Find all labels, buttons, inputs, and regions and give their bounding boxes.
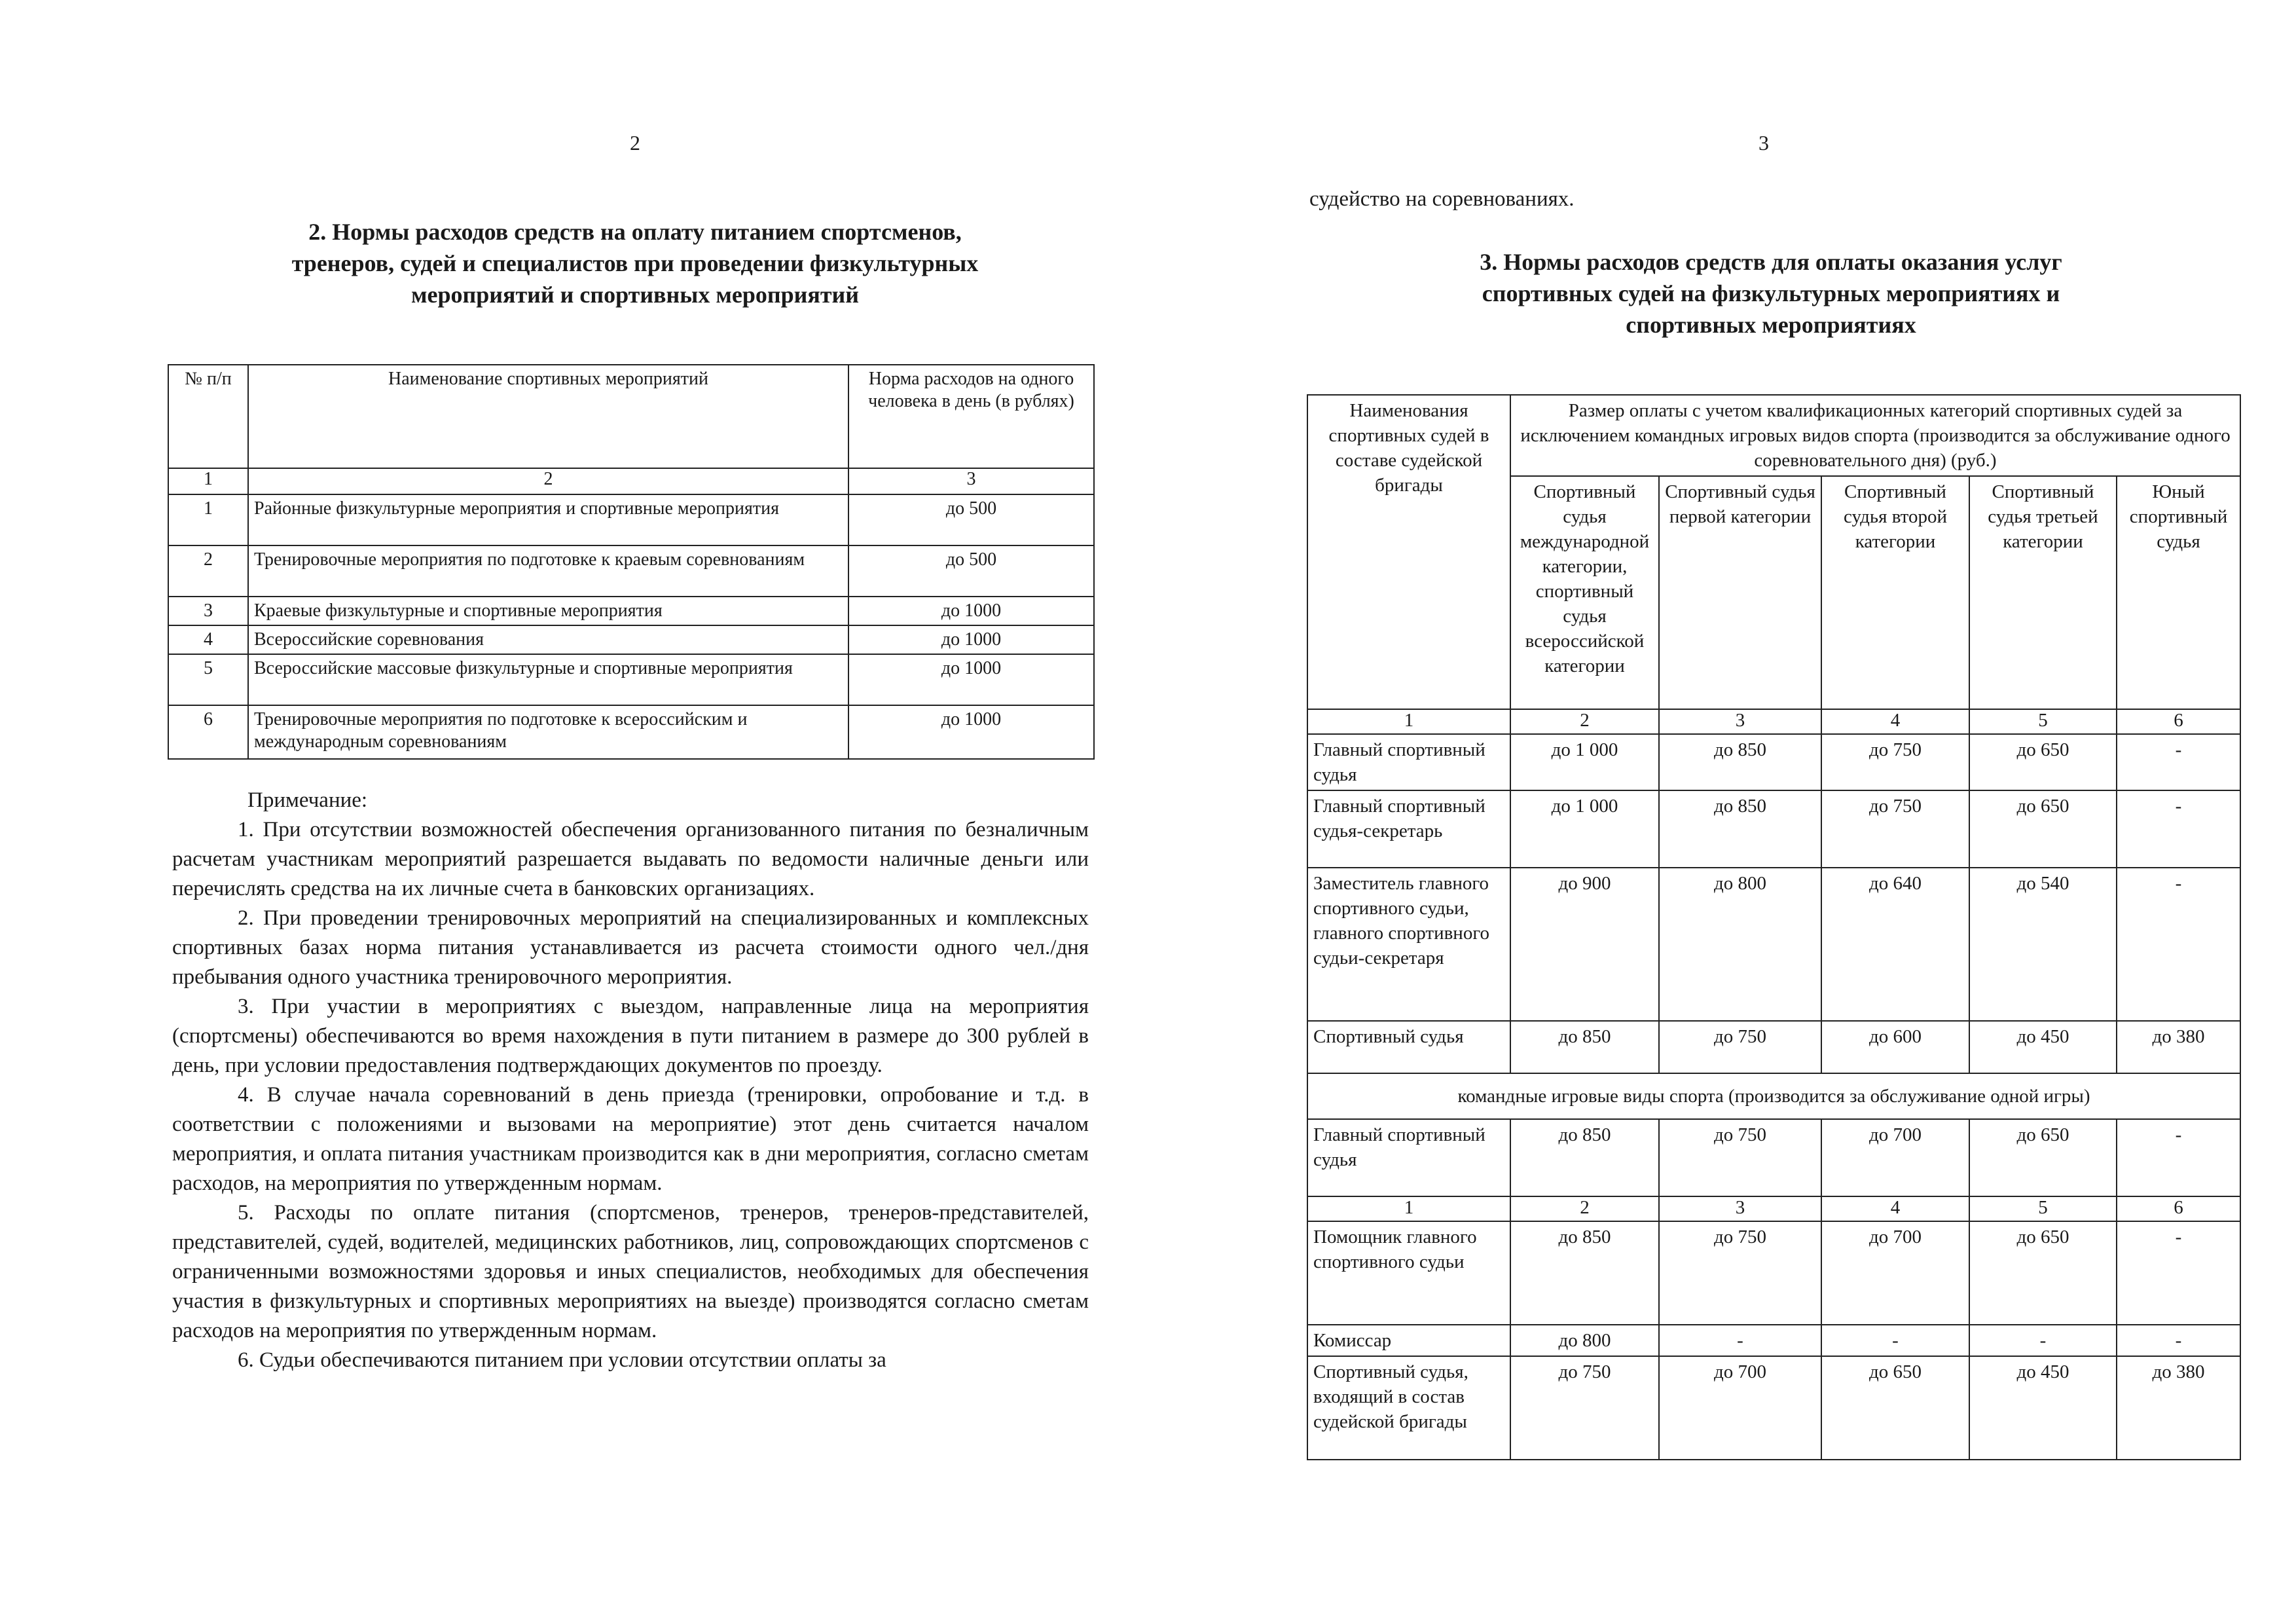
- table-row: [168, 597, 1094, 625]
- row-name: Тренировочные мероприятия по подготовке к всероссийским и международным соревнованиям: [248, 705, 848, 759]
- category-header: Спортивный судья третьей категории: [1969, 476, 2117, 709]
- table-row: [168, 625, 1094, 654]
- fee-cell: до 640: [1821, 868, 1969, 1021]
- notes-block: [172, 786, 1089, 1375]
- fee-cell: до 750: [1510, 1356, 1659, 1460]
- fee-cell: до 850: [1659, 790, 1821, 868]
- continuation-text: судейство на соревнованиях.: [1309, 187, 1575, 211]
- note-paragraph: 3. При участии в мероприятиях с выездом, направленные лица на мероприятия (спортсмены) обеспечиваются во время нахождения в пути питанием в размере до 300 рублей в день, при условии предоставления подтверждающих документов по проезду.: [172, 995, 1089, 1077]
- fee-cell: до 450: [1969, 1356, 2117, 1460]
- row-name: Всероссийские массовые физкультурные и спортивные мероприятия: [248, 654, 848, 705]
- header-num: № п/п: [168, 365, 248, 468]
- fee-cell: до 800: [1659, 868, 1821, 1021]
- right-section-title: [1303, 246, 2239, 341]
- referee-name: Заместитель главного спортивного судьи, главного спортивного судьи-секретаря: [1307, 868, 1510, 1021]
- category-header: Спортивный судья второй категории: [1821, 476, 1969, 709]
- fee-cell: до 1 000: [1510, 734, 1659, 790]
- fee-cell: -: [1821, 1325, 1969, 1356]
- referee-name: Главный спортивный судья: [1307, 1119, 1510, 1196]
- fee-cell: до 1 000: [1510, 790, 1659, 868]
- row-num: 3: [168, 597, 248, 625]
- row-norm: до 1000: [848, 625, 1094, 654]
- fee-cell: до 750: [1659, 1221, 1821, 1325]
- table-row: [168, 494, 1094, 545]
- row-norm: до 1000: [848, 597, 1094, 625]
- fee-cell: до 850: [1659, 734, 1821, 790]
- right-title-line: спортивных мероприятиях: [1626, 312, 1916, 338]
- index-cell: 2: [1510, 1196, 1659, 1221]
- note-paragraph: 2. При проведении тренировочных мероприятий на специализированных и комплексных спортивных базах норма питания устанавливается из расчета стоимости одного чел./дня пребывания одного участника тренировочного мероприятия.: [172, 906, 1089, 989]
- header-event-name: Наименование спортивных мероприятий: [248, 365, 848, 468]
- fee-cell: до 600: [1821, 1021, 1969, 1073]
- note-paragraph: 5. Расходы по оплате питания (спортсменов, тренеров, тренеров-представителей, представителей, судей, водителей, медицинских работников, лиц, сопровождающих спортсменов с ограниченными возможностями здоровья и иных специалистов, необходимых для обеспечения участия в физкультурных и спортивных мероприятиях на выезде) производятся согласно сметам расходов на мероприятия по утвержденным нормам.: [172, 1201, 1089, 1342]
- fee-cell: -: [2117, 1221, 2240, 1325]
- left-page-number: 2: [630, 131, 640, 155]
- row-num: 2: [168, 545, 248, 597]
- right-page-number: 3: [1758, 131, 1769, 155]
- notes-heading: Примечание:: [247, 788, 368, 812]
- index-cell: 6: [2117, 709, 2240, 734]
- fee-cell: до 650: [1969, 1119, 2117, 1196]
- row-num: 1: [168, 494, 248, 545]
- table-row: [168, 705, 1094, 759]
- index-cell: 4: [1821, 709, 1969, 734]
- category-header: Спортивный судья международной категории, спортивный судья всероссийской категории: [1510, 476, 1659, 709]
- row-norm: до 500: [848, 545, 1094, 597]
- right-title-line: 3. Нормы расходов средств для оплаты оказания услуг: [1480, 249, 2062, 275]
- referee-name: Комиссар: [1307, 1325, 1510, 1356]
- fee-cell: -: [2117, 868, 2240, 1021]
- fee-cell: -: [2117, 1119, 2240, 1196]
- fee-cell: до 900: [1510, 868, 1659, 1021]
- row-num: 5: [168, 654, 248, 705]
- referee-name: Главный спортивный судья: [1307, 734, 1510, 790]
- row-name: Тренировочные мероприятия по подготовке к краевым соревнованиям: [248, 545, 848, 597]
- index-cell: 1: [168, 468, 248, 494]
- fee-cell: до 750: [1659, 1021, 1821, 1073]
- row-name: Краевые физкультурные и спортивные мероприятия: [248, 597, 848, 625]
- fee-cell: -: [1969, 1325, 2117, 1356]
- index-cell: 3: [848, 468, 1094, 494]
- fee-cell: -: [2117, 790, 2240, 868]
- left-section-title: [164, 216, 1106, 310]
- fee-cell: до 700: [1659, 1356, 1821, 1460]
- table-row: [1307, 1021, 2240, 1073]
- referee-fees-table: [1307, 394, 2241, 1460]
- index-cell: 5: [1969, 1196, 2117, 1221]
- index-cell: 1: [1307, 709, 1510, 734]
- header-payment: Размер оплаты с учетом квалификационных категорий спортивных судей за исключением командных игровых видов спорта (производится за обслуживание одного соревновательного дня) (руб.): [1510, 395, 2240, 476]
- table-row: [1307, 1325, 2240, 1356]
- referee-name: Спортивный судья: [1307, 1021, 1510, 1073]
- note-paragraph: 6. Судьи обеспечиваются питанием при условии отсутствии оплаты за: [238, 1348, 886, 1372]
- row-norm: до 500: [848, 494, 1094, 545]
- fee-cell: до 540: [1969, 868, 2117, 1021]
- fee-cell: до 800: [1510, 1325, 1659, 1356]
- fee-cell: до 450: [1969, 1021, 2117, 1073]
- index-cell: 6: [2117, 1196, 2240, 1221]
- table-row: [1307, 868, 2240, 1021]
- index-cell: 2: [248, 468, 848, 494]
- index-cell: 2: [1510, 709, 1659, 734]
- header-referee-name: Наименования спортивных судей в составе судейской бригады: [1307, 395, 1510, 709]
- table-row: [1307, 1356, 2240, 1460]
- fee-cell: до 750: [1821, 734, 1969, 790]
- fee-cell: -: [1659, 1325, 1821, 1356]
- fee-cell: до 850: [1510, 1021, 1659, 1073]
- fee-cell: до 700: [1821, 1221, 1969, 1325]
- fee-cell: до 650: [1821, 1356, 1969, 1460]
- fee-cell: до 700: [1821, 1119, 1969, 1196]
- fee-cell: до 380: [2117, 1021, 2240, 1073]
- row-name: Всероссийские соревнования: [248, 625, 848, 654]
- row-norm: до 1000: [848, 705, 1094, 759]
- index-cell: 5: [1969, 709, 2117, 734]
- header-norm: Норма расходов на одного человека в день (в рублях): [848, 365, 1094, 468]
- row-norm: до 1000: [848, 654, 1094, 705]
- fee-cell: до 650: [1969, 1221, 2117, 1325]
- table-row: [168, 654, 1094, 705]
- right-title-line: спортивных судей на физкультурных мероприятиях и: [1482, 280, 2060, 306]
- table-row: [1307, 790, 2240, 868]
- row-num: 6: [168, 705, 248, 759]
- note-paragraph: 1. При отсутствии возможностей обеспечения организованного питания по безналичным расчетам участникам мероприятий разрешается выдавать по ведомости наличные деньги или перечислять средства на их личные счета в банковских организациях.: [172, 818, 1089, 900]
- index-cell: 3: [1659, 1196, 1821, 1221]
- referee-name: Главный спортивный судья-секретарь: [1307, 790, 1510, 868]
- index-cell: 1: [1307, 1196, 1510, 1221]
- fee-cell: до 750: [1659, 1119, 1821, 1196]
- left-title-line: 2. Нормы расходов средств на оплату питанием спортсменов,: [308, 219, 962, 245]
- fee-cell: до 850: [1510, 1221, 1659, 1325]
- fee-cell: до 750: [1821, 790, 1969, 868]
- row-num: 4: [168, 625, 248, 654]
- category-header: Спортивный судья первой категории: [1659, 476, 1821, 709]
- table-row: [1307, 1119, 2240, 1196]
- index-cell: 3: [1659, 709, 1821, 734]
- category-header: Юный спортивный судья: [2117, 476, 2240, 709]
- left-title-line: мероприятий и спортивных мероприятий: [410, 282, 860, 308]
- table-row: [1307, 734, 2240, 790]
- fee-cell: -: [2117, 734, 2240, 790]
- table-row: [1307, 1221, 2240, 1325]
- referee-name: Помощник главного спортивного судьи: [1307, 1221, 1510, 1325]
- left-title-line: тренеров, судей и специалистов при проведении физкультурных: [291, 250, 979, 276]
- table-row: [168, 545, 1094, 597]
- fee-cell: -: [2117, 1325, 2240, 1356]
- note-paragraph: 4. В случае начала соревнований в день приезда (тренировки, опробование и т.д. в соответствии с положениями и вызовами на мероприятие) этот день считается началом мероприятия, и оплата питания участникам производится как в дни мероприятия, согласно сметам расходов, на мероприятия по утвержденным нормам.: [172, 1083, 1089, 1195]
- fee-cell: до 850: [1510, 1119, 1659, 1196]
- fee-cell: до 650: [1969, 734, 2117, 790]
- referee-name: Спортивный судья, входящий в состав судейской бригады: [1307, 1356, 1510, 1460]
- team-sports-section-label: командные игровые виды спорта (производится за обслуживание одной игры): [1307, 1073, 2240, 1119]
- row-name: Районные физкультурные мероприятия и спортивные мероприятия: [248, 494, 848, 545]
- fee-cell: до 650: [1969, 790, 2117, 868]
- index-cell: 4: [1821, 1196, 1969, 1221]
- meals-norms-table: [168, 364, 1095, 760]
- fee-cell: до 380: [2117, 1356, 2240, 1460]
